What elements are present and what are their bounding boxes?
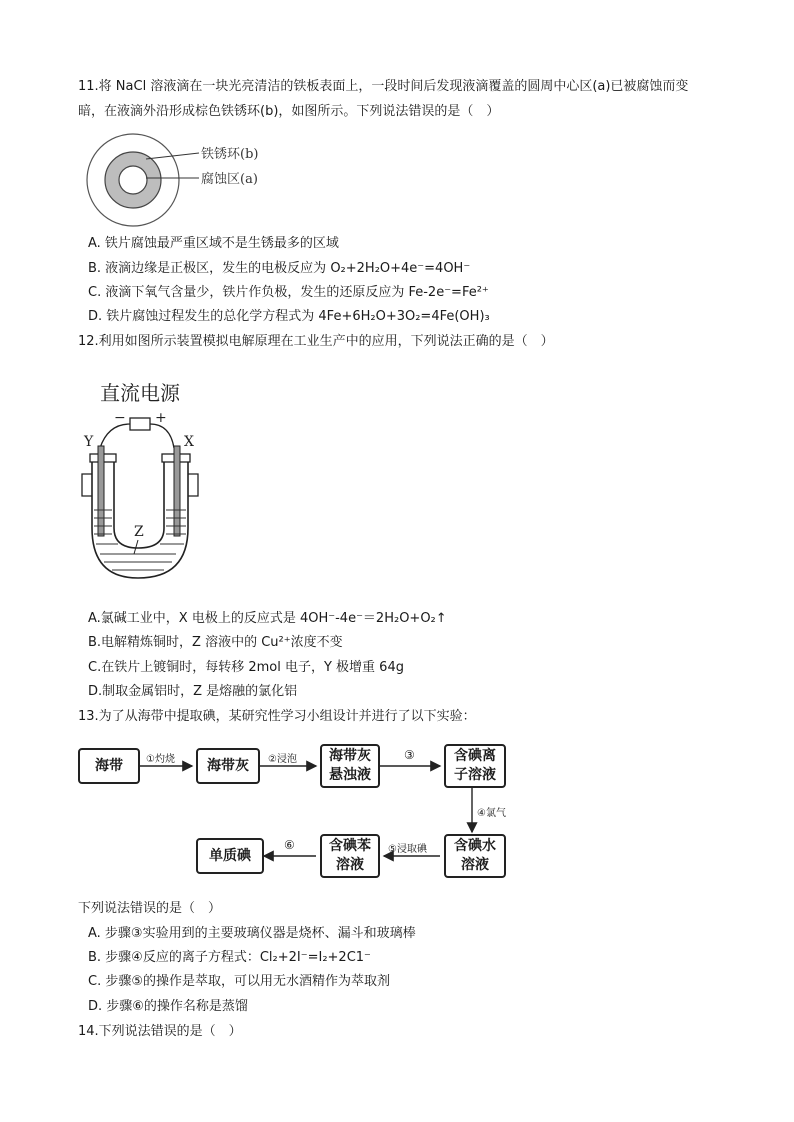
label-x: X <box>184 434 194 450</box>
wire-right <box>150 424 174 448</box>
q11-option-b: B. 液滴边缘是正极区，发生的电极反应为 O₂+2H₂O+4e⁻=4OH⁻ <box>88 261 471 276</box>
q14-stem: 14.下列说法错误的是（ ） <box>78 1024 242 1039</box>
q13-stem: 13.为了从海带中提取碘，某研究性学习小组设计并进行了以下实验： <box>78 709 476 724</box>
flow-step-1: ①灼烧 <box>146 754 175 765</box>
flow-box-seaweed-ash: 海带灰 <box>196 748 260 784</box>
flow-step-5: ⑤浸取碘 <box>388 844 427 855</box>
electrode-x <box>174 446 180 536</box>
q11-option-d: D. 铁片腐蚀过程发生的总化学方程式为 4Fe+6H₂O+3O₂=4Fe(OH)₃ <box>88 309 490 324</box>
flow-box-seaweed: 海带 <box>78 748 140 784</box>
q13-option-d: D. 步骤⑥的操作名称是蒸馏 <box>88 999 248 1014</box>
side-arm-right <box>188 474 198 496</box>
label-y: Y <box>84 434 94 450</box>
q12-stem: 12.利用如图所示装置模拟电解原理在工业生产中的应用，下列说法正确的是（ ） <box>78 334 554 349</box>
q12-figure-electrolysis <box>78 378 213 588</box>
q11-stem-line2: 暗，在液滴外沿形成棕色铁锈环(b)，如图所示。下列说法错误的是（ ） <box>78 104 500 119</box>
flow-box-ash-suspension: 海带灰 悬浊液 <box>320 744 380 788</box>
q12-option-d: D.制取金属铝时，Z 是熔融的氯化铝 <box>88 684 298 699</box>
solution-z <box>94 510 186 570</box>
flow-step-3: ③ <box>404 748 415 762</box>
q11-option-a: A. 铁片腐蚀最严重区域不是生锈最多的区域 <box>88 236 339 251</box>
flow-step-6: ⑥ <box>284 838 295 852</box>
flow-box-elemental-iodine: 单质碘 <box>196 838 264 874</box>
flow-box-iodine-benzene: 含碘苯 溶液 <box>320 834 380 878</box>
label-minus: − <box>114 410 126 426</box>
q13-option-a: A. 步骤③实验用到的主要玻璃仪器是烧杯、漏斗和玻璃棒 <box>88 926 416 941</box>
q12-option-b: B.电解精炼铜时，Z 溶液中的 Cu²⁺浓度不变 <box>88 635 343 650</box>
electrode-y <box>98 446 104 536</box>
q13-flowchart <box>78 742 518 882</box>
q13-question: 下列说法错误的是（ ） <box>78 901 222 916</box>
flow-step-4: ④氯气 <box>477 808 506 819</box>
side-arm-left <box>82 474 92 496</box>
flow-box-iodine-water: 含碘水 溶液 <box>444 834 506 878</box>
label-dc-power: 直流电源 <box>100 381 180 405</box>
q13-option-c: C. 步骤⑤的操作是萃取，可以用无水酒精作为萃取剂 <box>88 974 390 989</box>
q11-option-c: C. 液滴下氧气含量少，铁片作负极，发生的还原反应为 Fe-2e⁻=Fe²⁺ <box>88 285 489 300</box>
q11-stem-line1: 11.将 NaCl 溶液滴在一块光亮清洁的铁板表面上，一段时间后发现液滴覆盖的圆周中心区(a)已被腐蚀而变 <box>78 79 689 94</box>
label-z: Z <box>134 524 144 540</box>
q13-option-b: B. 步骤④反应的离子方程式：Cl₂+2I⁻=I₂+2C1⁻ <box>88 950 371 965</box>
corrosion-zone-a <box>119 166 147 194</box>
wire-left <box>100 424 130 448</box>
flow-box-iodide-solution: 含碘离 子溶液 <box>444 744 506 788</box>
power-source-box <box>130 418 150 430</box>
label-corrosion-zone: 腐蚀区(a) <box>201 172 258 187</box>
q12-option-a: A.氯碱工业中，X 电极上的反应式是 4OH⁻-4e⁻＝2H₂O+O₂↑ <box>88 611 447 626</box>
q11-figure-droplet <box>86 133 276 229</box>
label-rust-ring: 铁锈环(b) <box>201 147 259 162</box>
q12-option-c: C.在铁片上镀铜时，每转移 2mol 电子，Y 极增重 64g <box>88 660 404 675</box>
leader-line-z <box>134 540 138 554</box>
label-plus: + <box>155 410 167 426</box>
flow-step-2: ②浸泡 <box>268 754 297 765</box>
